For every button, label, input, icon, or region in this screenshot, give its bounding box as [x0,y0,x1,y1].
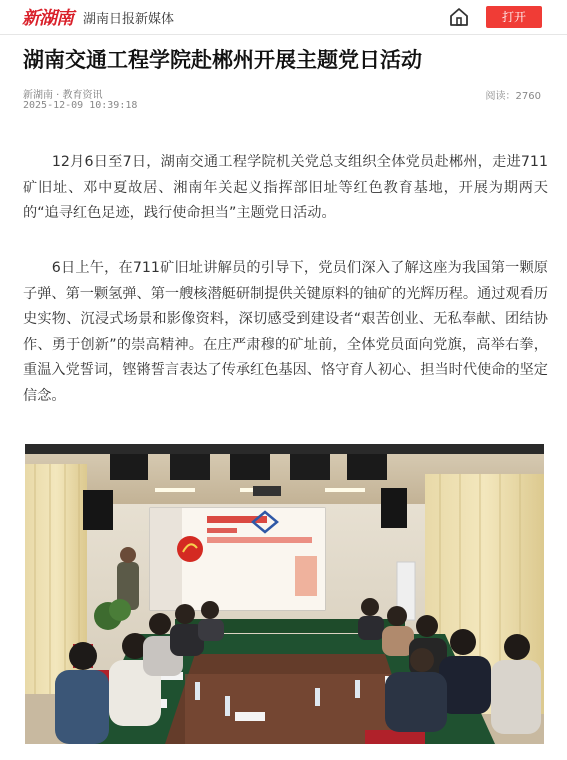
brand-logo[interactable]: 新湖南 [22,8,73,29]
brand-subtitle: 湖南日报新媒体 [83,12,175,27]
article-source: 新湖南 · 教育资讯 [23,90,103,101]
home-icon[interactable] [448,6,470,28]
article-photo[interactable] [25,444,544,744]
top-app-bar [0,0,567,35]
meeting-room-illustration [25,444,544,744]
article-title: 湖南交通工程学院赴郴州开展主题党日活动 [23,48,422,72]
article-paragraph-1: 12月6日至7日，湖南交通工程学院机关党总支组织全体党员赴郴州，走进711矿旧址、邓中夏故居、湘南年关起义指挥部旧址等红色教育基地，开展为期两天的“追寻红色足迹，践行使命担当”主题党日活动。 [23,154,548,221]
open-app-button[interactable]: 打开 [486,6,542,28]
article-timestamp: 2025-12-09 10:39:18 [23,100,138,111]
read-count: 阅读：2760 [485,91,541,102]
article-paragraph-2: 6日上午，在711矿旧址讲解员的引导下，党员们深入了解这座为我国第一颗原子弹、第一颗氢弹、第一艘核潜艇研制提供关键原料的铀矿的光辉历程。通过观看历史实物、沉浸式场景和影像资料，深切感受到建设者“艰苦创业、无私奉献、团结协作、勇于创新”的崇高精神。在庄严肃穆的矿址前，全体党员面向党旗，高举右拳，重温入党誓词，铿锵誓言表达了传承红色基因、恪守育人初心、担当时代使命的坚定信念。 [23,260,548,404]
